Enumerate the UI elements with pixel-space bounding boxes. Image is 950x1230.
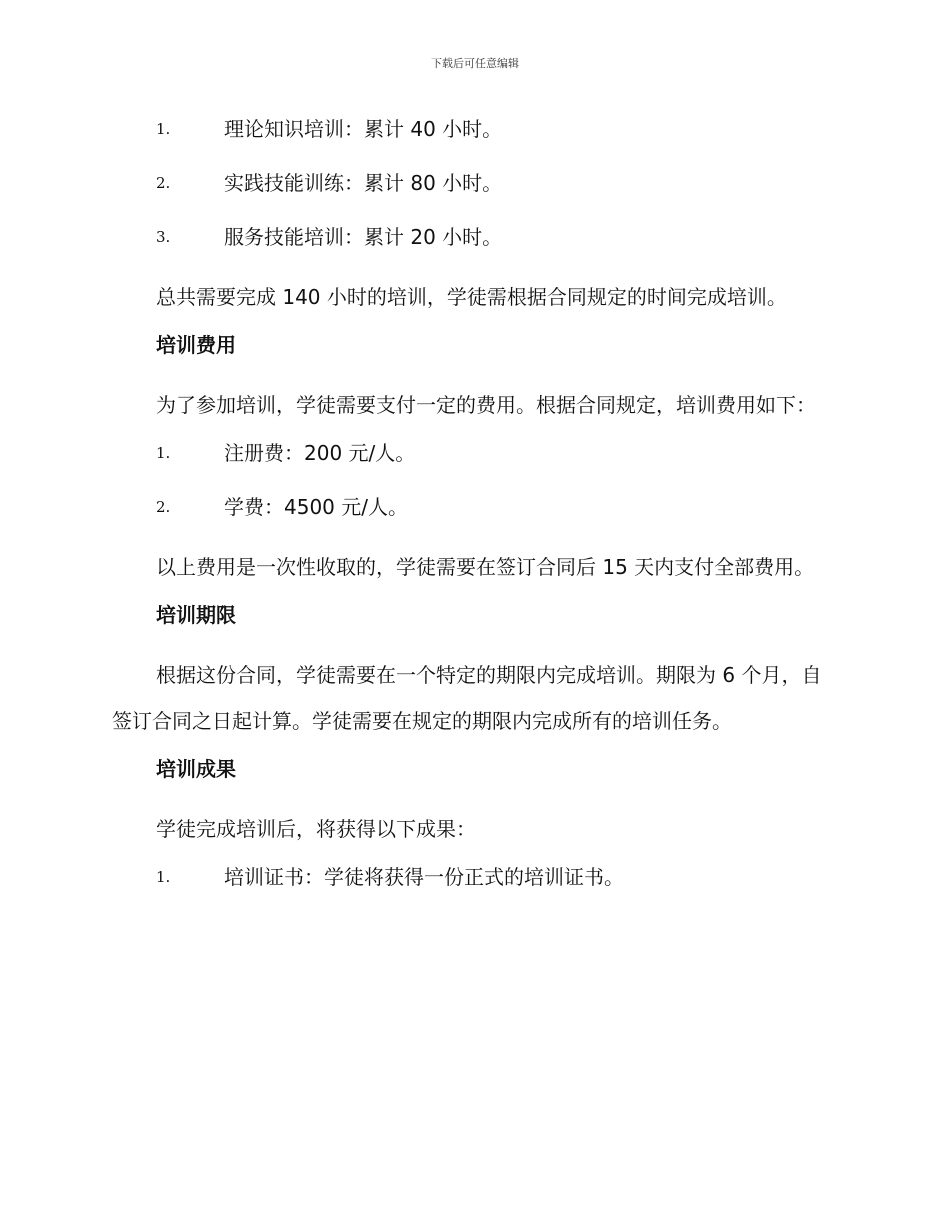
section-heading-period: 培训期限 [156,603,236,627]
fees-note: 以上费用是一次性收取的，学徒需要在签订合同后 15 天内支付全部费用。 [156,555,815,579]
list-item [112,490,840,524]
page-header-note: 下载后可任意编辑 [431,57,519,70]
list-number: 3. [156,228,171,246]
results-intro: 学徒完成培训后，将获得以下成果： [156,817,476,841]
training-hours-summary: 总共需要完成 140 小时的培训，学徒需根据合同规定的时间完成培训。 [156,285,787,309]
list-number: 2. [156,498,171,516]
list-text: 学费：4500 元/人。 [224,495,408,519]
section-heading-fees: 培训费用 [156,333,236,357]
fees-list [112,436,840,524]
training-hours-list [112,112,840,254]
list-number: 1. [156,868,171,886]
results-list [112,860,840,894]
list-number: 1. [156,120,171,138]
list-item [112,112,840,146]
list-item [112,860,840,894]
period-text: 根据这份合同，学徒需要在一个特定的期限内完成培训。期限为 6 个月，自签订合同之日起计算。学徒需要在规定的期限内完成所有的培训任务。 [112,663,822,733]
list-item [112,436,840,470]
document-body [112,112,840,914]
list-text: 注册费：200 元/人。 [224,441,416,465]
list-number: 1. [156,444,171,462]
list-text: 培训证书：学徒将获得一份正式的培训证书。 [224,865,624,889]
list-number: 2. [156,174,171,192]
fees-intro: 为了参加培训，学徒需要支付一定的费用。根据合同规定，培训费用如下： [156,393,816,417]
list-text: 服务技能培训：累计 20 小时。 [224,225,503,249]
list-text: 理论知识培训：累计 40 小时。 [224,117,503,141]
list-item [112,220,840,254]
list-item [112,166,840,200]
list-text: 实践技能训练：累计 80 小时。 [224,171,503,195]
section-heading-results: 培训成果 [156,757,236,781]
